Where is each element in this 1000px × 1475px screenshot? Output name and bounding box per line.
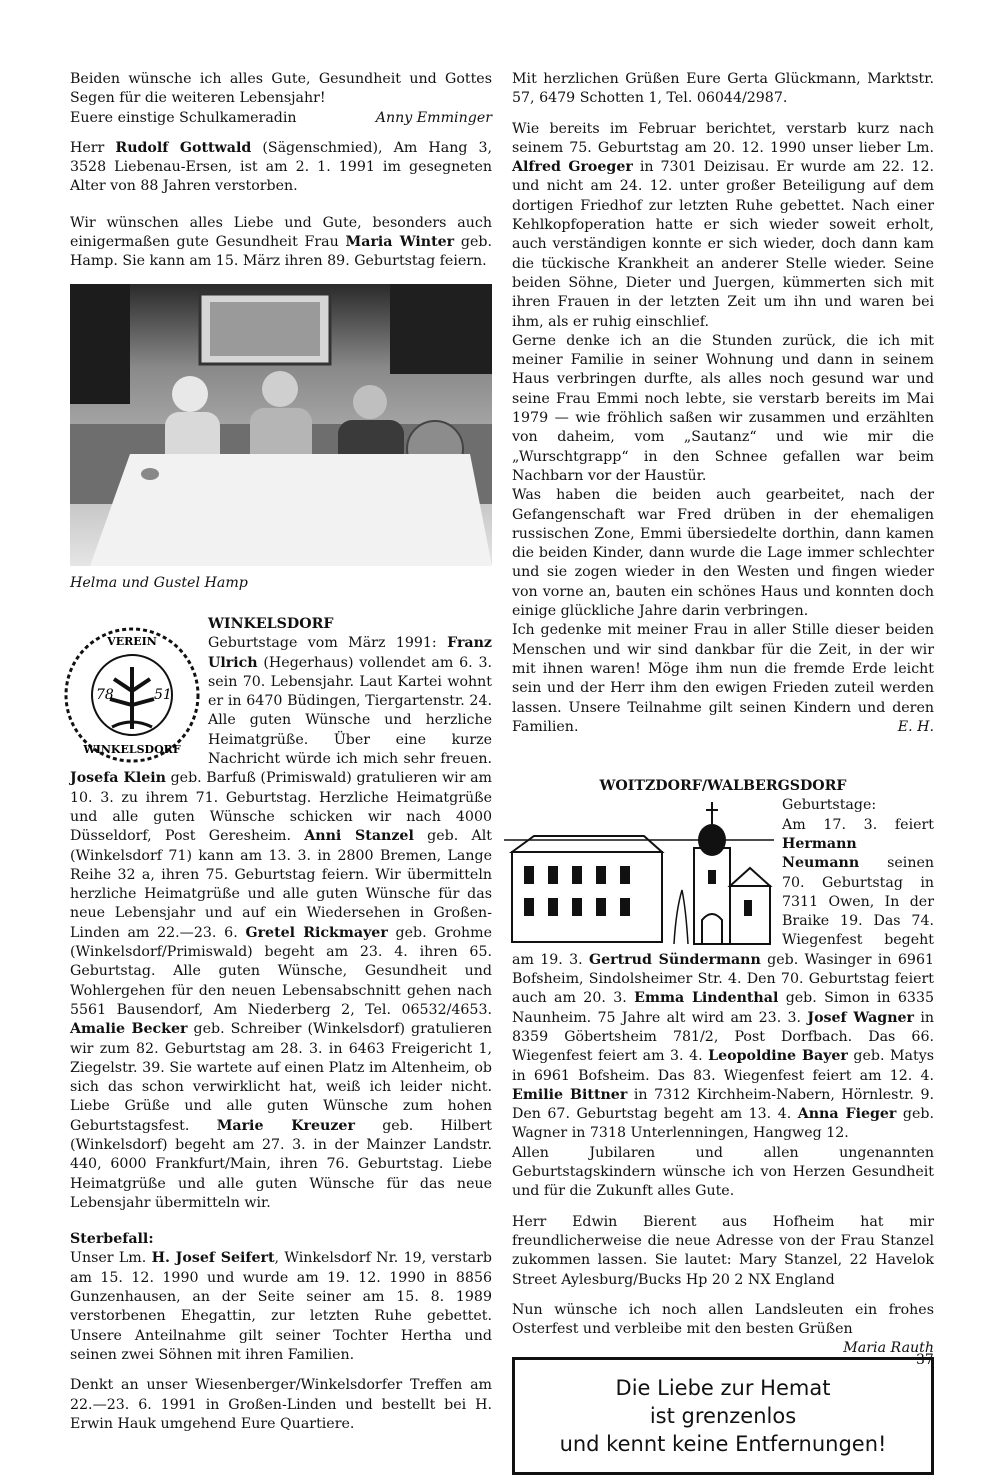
person-name: Hermann Neumann xyxy=(782,835,860,872)
motto-line: ist grenzenlos xyxy=(649,1404,797,1429)
obituary-seifert: Unser Lm. H. Josef Seifert, Winkelsdorf Nr. 19, verstarb am 15. 12. 1990 und wurde am 19. 12. 1990 in 8856 Gunzenhausen, an der Seite seiner am 15. 8. 1989 verstorbenen Ehegattin, zur letzten Ruhe gebettet. Unsere Anteilnahme gilt seiner Tochter Hertha und seinen zwei Söhnen mit ihren Familien. xyxy=(70,1250,492,1363)
person-name: Gretel Rickmayer xyxy=(245,924,388,941)
svg-text:WINKELSDORF: WINKELSDORF xyxy=(83,742,181,756)
family-photo xyxy=(70,284,492,566)
church-illustration xyxy=(504,800,774,948)
left-column xyxy=(70,70,492,1434)
person-name: Anna Fieger xyxy=(797,1106,897,1123)
person-name: Alfred Groeger xyxy=(512,159,633,176)
signature: Maria Rauth xyxy=(843,1340,934,1357)
motto-line: Die Liebe zur Hemat xyxy=(615,1376,831,1401)
signature: E. H. xyxy=(897,718,934,735)
winkelsdorf-birthdays: Geburtstage vom März 1991: Franz Ulrich (Hegerhaus) vollendet am 6. 3. sein 70. Lebensjahr. Laut Kartei wohnt er in 6470 Büdingen, Tiergartenstr. 24. Alle guten Wünsche und herzliche Heimatgrüße. Über eine kurze Nachricht würde ich mich sehr freuen. Josefa Klein geb. Barfuß (Primiswald) gratulieren wir am 10. 3. zu ihrem 71. Geburtstag. Herzliche Heimatgrüße und alle guten Wünsche schicken wir nach 4000 Düsseldorf, Post Geresheim. Anni Stanzel geb. Alt (Winkelsdorf 71) kann am 13. 3. in 2800 Bremen, Lange Reihe 32 a, ihren 75. Geburtstag feiern. Wir übermitteln herzliche Heimatgrüße und alle guten Wünsche für das neue Lebensjahr und auf ein Wiedersehen in Großen-Linden am 22.—23. 6. Gretel Rickmayer geb. Grohme (Winkelsdorf/Primiswald) begeht am 23. 4. ihren 65. Geburtstag. Alle guten Wünsche, Gesundheit und Wohlergehen für den neuen Lebensabschnitt gehen nach 5561 Bausendorf, Am Niederberg 2, Tel. 06532/4653. Amalie Becker geb. Schreiber (Winkelsdorf) gratulieren wir zum 82. Geburtstag am 28. 3. in 6463 Freigericht 1, Ziegelstr. 39. Sie wartete auf einen Platz im Altenheim, ob sich das schon verwirklicht hat, weiß ich leider nicht. Liebe Grüße und alle guten Wünsche zum hohen Geburtstagsfest. Marie Kreuzer geb. Hilbert (Winkelsdorf) begeht am 27. 3. in der Mainzer Landstr. 440, 6000 Frankfurt/Main, ihren 76. Geburtstag. Liebe Heimatgrüße und alle guten Wünsche für das neue Lebensjahr übermitteln wir. xyxy=(70,635,493,1211)
address-notice: Herr Edwin Bierent aus Hofheim hat mir freundlicherweise die neue Adresse von der Frau Stanzel zukommen lassen. Sie lautet: Mary Stanzel, 22 Havelok Street Aylesburg/Bucks Hp 20 2 NX England xyxy=(512,1213,934,1288)
person-name: Emilie Bittner xyxy=(512,1086,628,1103)
svg-text:51: 51 xyxy=(154,686,172,703)
meeting-notice: Denkt an unser Wiesenberger/Winkelsdorfer Treffen am 22.—23. 6. 1991 in Großen-Linden und bestellt bei H. Erwin Hauk umgehend Eure Quartiere. xyxy=(70,1377,492,1432)
signature-line xyxy=(70,109,492,128)
obituary-groeger: Wie bereits im Februar berichtet, verstarb kurz nach seinem 75. Geburtstag am 20. 12. 1990 unser lieber Lm. Alfred Groeger in 7301 Deizisau. Er wurde am 22. 12. und nicht am 24. 12. unter großer Beteiligung auf dem dortigen Friedhof zur letzten Ruhe gebettet. Nach einer Kehlkopfoperation hatte er sich wieder soweit erholt, auch verständigen konnte er sich wieder, doch dann kam die tückische Krankheit an anderer Stelle wieder. Seine beiden Söhne, Dieter und Juergen, kümmerten sich mit ihren Frauen in der letzten Zeit um ihn und waren bei ihm, als er ruhig einschlief. xyxy=(512,120,934,330)
person-name: Emma Lindenthal xyxy=(634,990,779,1007)
person-name: Gertrud Sündermann xyxy=(589,951,761,968)
person-name: Josefa Klein xyxy=(70,770,166,787)
person-name: Amalie Becker xyxy=(70,1021,188,1038)
person-name: Anni Stanzel xyxy=(304,828,414,845)
person-name: Rudolf Gottwald xyxy=(115,139,252,156)
right-column xyxy=(512,70,934,1475)
svg-text:VEREIN: VEREIN xyxy=(107,634,157,648)
history-paragraph: Was haben die beiden auch gearbeitet, nach der Gefangenschaft war Fred drüben in der ehemaligen russischen Zone, Emmi übersiedelte dorthin, dann kamen die beiden Kinder, dann wurde die Lage immer schlechter und sie zogen wieder in den Westen und fingen wieder von vorne an, bauten ein schönes Haus und konnten doch einige glückliche Jahre darin verbringen. xyxy=(512,487,934,620)
obituary-gottwald: Herr Rudolf Gottwald (Sägenschmied), Am Hang 3, 3528 Liebenau-Ersen, ist am 2. 1. 1991 im gesegneten Alter von 88 Jahren verstorben. xyxy=(70,139,493,195)
person-name: Leopoldine Bayer xyxy=(708,1048,848,1065)
person-name: H. Josef Seifert xyxy=(151,1250,275,1267)
signature-intro: Euere einstige Schulkameradin xyxy=(70,109,297,126)
condolence-paragraph: Ich gedenke mit meiner Frau in aller Stille dieser beiden Menschen und wir sind dankbar für die Zeit, in der wir mit ihnen waren! Möge ihm nun die fremde Erde leicht sein und der Herr ihm den ewigen Frieden zuteil werden lassen. Unsere Teilnahme gilt seinen Kindern und deren Familien. E. H. xyxy=(512,621,934,737)
memory-paragraph: Gerne denke ich an die Stunden zurück, die ich mit meiner Familie in seiner Wohnung und dann in seinem Haus verbringen durfte, als alles noch gesund war und seine Frau Emmi noch lebte, sie verstarb bereits im Mai 1979 — wie fröhlich saßen wir zusammen und erzählten von daheim, vom „Sautanz“ und wie mir die „Wurschtgrapp“ in den Schnee gefallen war beim Nachbarn vor der Haustür. xyxy=(512,332,934,484)
person-name: Maria Winter xyxy=(345,234,455,251)
signature: Anny Emminger xyxy=(375,109,492,126)
motto-box xyxy=(512,1357,934,1475)
easter-greeting: Nun wünsche ich noch allen Landsleuten ein frohes Osterfest und verbleibe mit den besten Grüßen Maria Rauth xyxy=(512,1301,934,1340)
section-title-winkelsdorf: WINKELSDORF xyxy=(208,615,334,632)
closing-greeting: Mit herzlichen Grüßen Eure Gerta Glückmann, Marktstr. 57, 6479 Schotten 1, Tel. 06044/2987. xyxy=(512,71,934,107)
club-emblem xyxy=(62,621,202,769)
person-name: Josef Wagner xyxy=(807,1009,915,1026)
photo-caption: Helma und Gustel Hamp xyxy=(70,574,248,591)
winkelsdorf-section xyxy=(70,615,492,1213)
page-number: 37 xyxy=(916,1352,934,1368)
birthday-winter: Wir wünschen alles Liebe und Gute, besonders auch einigermaßen gute Gesundheit Frau Maria Winter geb. Hamp. Sie kann am 15. März ihren 89. Geburtstag feiern. xyxy=(70,214,492,270)
section-title-sterbefall: Sterbefall: xyxy=(70,1231,154,1248)
motto-line: und kennt keine Entfernungen! xyxy=(559,1432,887,1457)
section-title-woitzdorf: WOITZDORF/WALBERGSDORF xyxy=(599,778,847,795)
person-name: Marie Kreuzer xyxy=(216,1117,355,1134)
woitzdorf-birthdays: Geburtstage: Am 17. 3. feiert Hermann Neumann seinen 70. Geburtstag in 7311 Owen, In der Braike 19. Das 74. Wiegenfest begeht am 19. 3. Gertrud Sündermann geb. Wasinger in 6961 Bofsheim, Sindolsheimer Str. 4. Den 70. Geburtstag feiert auch am 20. 3. Emma Lindenthal geb. Simon in 6335 Naunheim. 75 Jahre alt wird am 23. 3. Josef Wagner in 8359 Göbertsheim 781/2, Post Dorfbach. Das 66. Wiegenfest feiert am 3. 4. Leopoldine Bayer geb. Matys in 6961 Bofsheim. Das 83. Wiegenfest feiert am 12. 4. Emilie Bittner in 7312 Kirchheim-Nabern, Hörnlestr. 9. Den 67. Geburtstag begeht am 13. 4. Anna Fieger geb. Wagner in 7318 Unterlenningen, Hangweg 12. xyxy=(512,797,935,1142)
jubilee-wishes: Allen Jubilaren und allen ungenannten Geburtstagskindern wünsche ich von Herzen Gesundheit und für die Zukunft alles Gute. xyxy=(512,1144,934,1200)
svg-text:78: 78 xyxy=(96,686,114,703)
greeting-paragraph: Beiden wünsche ich alles Gute, Gesundheit und Gottes Segen für die weiteren Lebensjahr! xyxy=(70,71,492,107)
person-name: Franz Ulrich xyxy=(208,635,492,671)
